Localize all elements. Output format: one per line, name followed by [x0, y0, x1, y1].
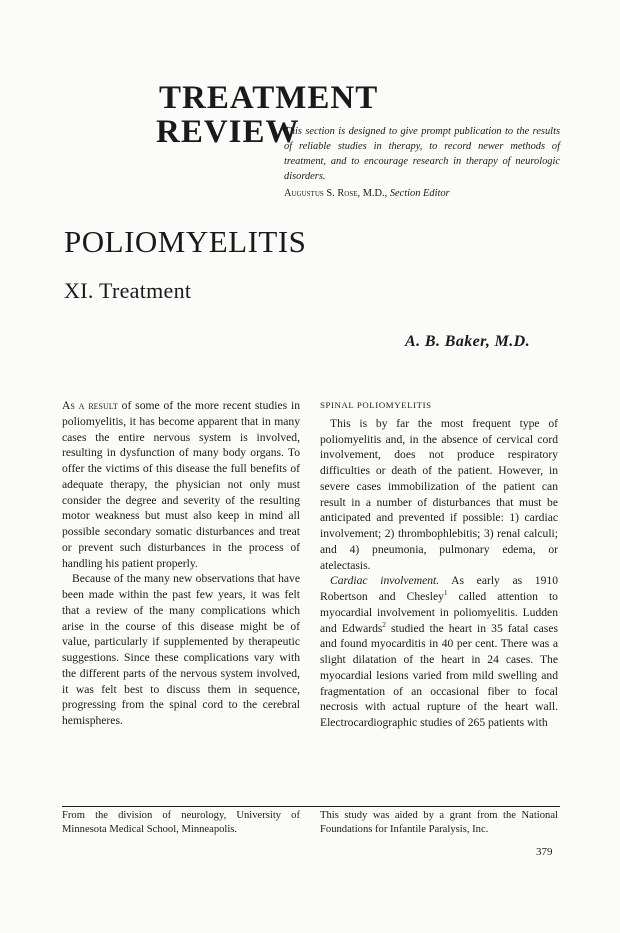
section-description-block	[284, 124, 560, 201]
paragraph-text: of some of the more recent studies in poliomyelitis, it has become apparent that in many cases the entire nervous system is involved, resulting in dysfunction of many body organs. To offer the victims of this disease the full benefits of adequate therapy, the physician not only must consider the degree and severity of the resulting motor weakness but must also keep in mind all possible secondary somatic disturbances and treat or prevent such disturbances in the process of handling his patient properly.	[62, 399, 300, 570]
page-number: 379	[536, 846, 553, 858]
reference-marker: 1	[443, 589, 448, 598]
subsection-heading: SPINAL POLIOMYELITIS	[320, 400, 432, 410]
article-author: A. B. Baker, M.D.	[405, 333, 531, 350]
footnote-funding: This study was aided by a grant from the National Foundations for Infantile Paralysis, Inc.	[320, 810, 558, 836]
paragraph-text: called attention to myocardial involvement in poliomyelitis. Ludden and Edwards	[320, 590, 558, 635]
body-column-right	[320, 398, 558, 731]
section-editor-role: Section Editor	[389, 188, 450, 200]
section-title-line2: REVIEW	[156, 114, 300, 150]
lead-in: As a result	[62, 399, 118, 412]
paragraph-text: As early as 1910 Robertson and Chesley	[320, 574, 558, 603]
paragraph	[62, 398, 300, 571]
section-title-line1: TREATMENT	[159, 80, 379, 116]
section-editor	[284, 186, 560, 201]
section-description: This section is designed to give prompt publication to the results of reliable studies in therapy, to record newer methods of treatment, and to encourage research in therapy of neurologic disorders.	[284, 126, 560, 183]
paragraph-lead: Cardiac involvement.	[330, 574, 440, 588]
paragraph	[320, 573, 558, 731]
paragraph: This is by far the most frequent type of poliomyelitis and, in the absence of cervical cord involvement, does not produce respiratory difficulties or death of the patient. However, in severe cases immobilization of the patient can result in a number of disturbances that must be anticipated and prevented if possible: 1) cardiac involvement; 2) thrombophlebitis; 3) renal calculi; and 4) pneumonia, pulmonary edema, or atelectasis.	[320, 416, 558, 572]
section-editor-name: Augustus S. Rose, M.D.,	[284, 188, 388, 200]
footnote-divider	[62, 806, 560, 807]
body-column-left	[62, 398, 300, 729]
paragraph: Because of the many new observations that have been made within the past few years, it was felt that a review of the many complications which arise in the course of this disease might be of value, particularly if supplemented by therapeutic suggestions. Since these complications vary with the different parts of the nervous system involved, it was felt best to discuss them in sequence, progressing from the spinal cord to the cerebral hemispheres.	[62, 572, 300, 727]
article-subtitle: XI. Treatment	[64, 278, 192, 303]
reference-marker: 2	[382, 620, 386, 629]
article-title: POLIOMYELITIS	[64, 224, 307, 259]
footnote-affiliation: From the division of neurology, University of Minnesota Medical School, Minneapolis.	[62, 810, 300, 836]
paragraph-text: studied the heart in 35 fatal cases and found myocarditis in 40 per cent. There was a slight dilatation of the heart in 24 cases. The myocardial lesions varied from mild swelling and fragmentation of an occasional fiber to focal necrosis with actual rupture of the heart wall. Electrocardiographic studies of 265 patients with	[320, 621, 558, 729]
